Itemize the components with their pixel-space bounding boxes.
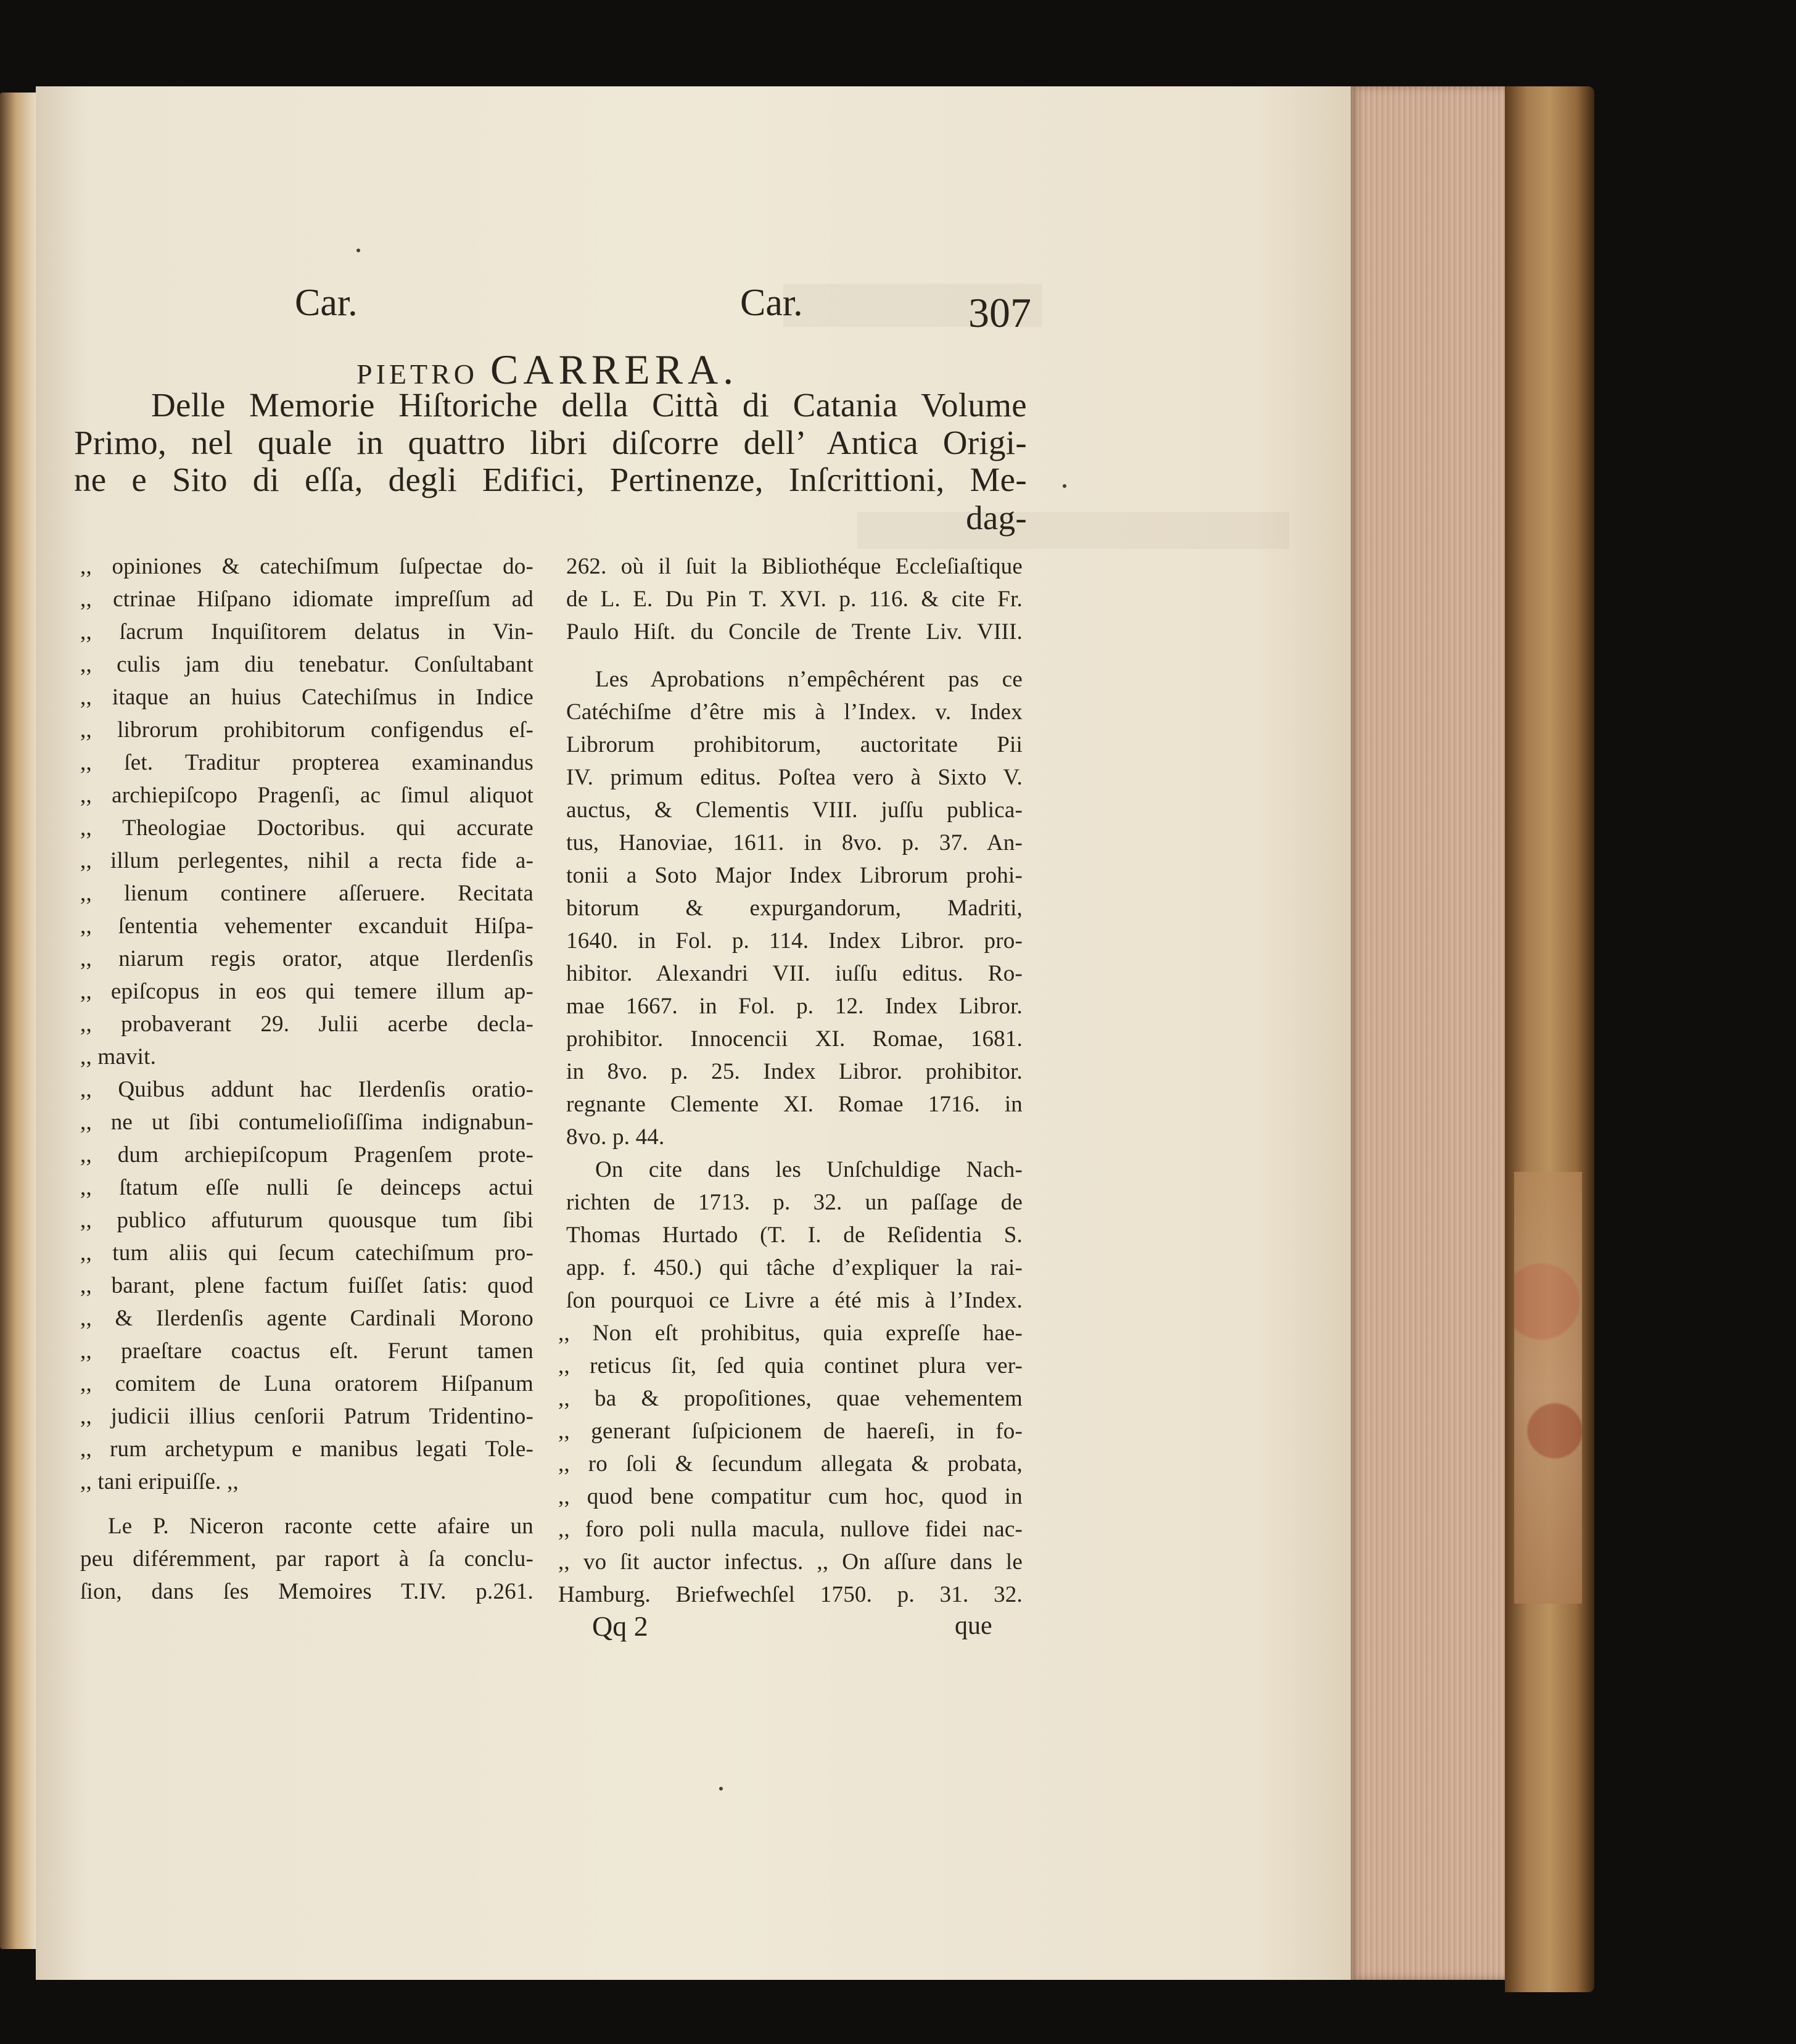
text-line: ,, rum archetypum e manibus legati Tole- (80, 1436, 533, 1462)
text-line: ,, Theologiae Doctoribus. qui accurate (80, 815, 533, 841)
ink-speck (356, 249, 360, 252)
text-line: ſon pourquoi ce Livre a été mis à l’Index. (566, 1288, 1023, 1313)
text-line: 1640. in Fol. p. 114. Index Libror. pro- (566, 928, 1023, 954)
text-line: 8vo. p. 44. (566, 1124, 665, 1150)
text-line: IV. primum editus. Poſtea vero à Sixto V. (566, 765, 1023, 790)
text-line: ,, & Ilerdenſis agente Cardinali Morono (80, 1306, 533, 1331)
text-line: tus, Hanoviae, 1611. in 8vo. p. 37. An- (566, 830, 1023, 855)
text-line: ,, ſacrum Inquiſitorem delatus in Vin- (80, 619, 533, 645)
text-line: ,, opiniones & catechiſmum ſuſpectae do- (80, 554, 533, 579)
text-line: prohibitor. Innocencii XI. Romae, 1681. (566, 1026, 1023, 1052)
text-line: ſion, dans ſes Memoires T.IV. p.261. (80, 1579, 533, 1604)
text-line: Paulo Hiſt. du Concile de Trente Liv. VIII. (566, 619, 1023, 645)
text-line: hibitor. Alexandri VII. iuſſu editus. Ro- (566, 961, 1023, 986)
author-surname: CARRERA. (490, 346, 739, 393)
text-line: tonii a Soto Major Index Librorum prohi- (566, 863, 1023, 888)
ink-speck (719, 1787, 723, 1791)
text-line: ,, Non eſt prohibitus, quia expreſſe hae- (558, 1321, 1023, 1346)
text-line: ,, praeſtare coactus eſt. Ferunt tamen (80, 1338, 533, 1364)
text-line: ,, illum perlegentes, nihil a recta fide a- (80, 848, 533, 873)
text-line: ,, archiepiſcopo Pragenſi, ac ſimul aliquot (80, 783, 533, 808)
text-line: ,, judicii illius cenſorii Patrum Tridentino- (80, 1404, 533, 1429)
running-head-center: Car. (740, 282, 803, 324)
text-line: ,, Quibus addunt hac Ilerdenſis oratio- (80, 1077, 533, 1102)
text-line: ,, tum aliis qui ſecum catechiſmum pro- (80, 1240, 533, 1266)
text-line: ,, itaque an huius Catechiſmus in Indice (80, 685, 533, 710)
text-line: richten de 1713. p. 32. un paſſage de (566, 1190, 1023, 1215)
text-line: ,, probaverant 29. Julii acerbe decla- (80, 1012, 533, 1037)
text-line: Librorum prohibitorum, auctoritate Pii (566, 732, 1023, 757)
ink-speck (1063, 484, 1066, 488)
text-line: ,, vo ſit auctor infectus. ,, On aſſure dans le (558, 1549, 1023, 1575)
text-line: bitorum & expurgandorum, Madriti, (566, 896, 1023, 921)
text-line: ,, foro poli nulla macula, nullove fidei nac- (558, 1517, 1023, 1542)
text-line: ,, ctrinae Hiſpano idiomate impreſſum ad (80, 587, 533, 612)
running-head-left: Car. (295, 282, 358, 324)
title-line: Delle Memorie Hiſtoriche della Città di Catania Volume (151, 386, 1027, 424)
text-line: ,, ne ut ſibi contumelioſiſſima indignabun- (80, 1110, 533, 1135)
text-line: ,, ſet. Traditur propterea examinandus (80, 750, 533, 775)
text-line: ,, lienum continere aſſeruere. Recitata (80, 881, 533, 906)
text-line: mae 1667. in Fol. p. 12. Index Libror. (566, 994, 1023, 1019)
text-line: On cite dans les Unſchuldige Nach- (595, 1157, 1023, 1182)
text-line: ,, ſententia vehementer excanduit Hiſpa- (80, 913, 533, 939)
text-line: ,, epiſcopus in eos qui temere illum ap- (80, 979, 533, 1004)
text-line: ,, publico affuturum quousque tum ſibi (80, 1208, 533, 1233)
text-line: Le P. Niceron raconte cette afaire un (108, 1514, 533, 1539)
catchword: que (955, 1612, 992, 1640)
text-line: regnante Clemente XI. Romae 1716. in (566, 1092, 1023, 1117)
text-line: ,, niarum regis orator, atque Ilerdenſis (80, 946, 533, 971)
text-line: ,, dum archiepiſcopum Pragenſem prote- (80, 1142, 533, 1168)
text-line: ,, mavit. (80, 1044, 157, 1069)
text-line: Hamburg. Briefwechſel 1750. p. 31. 32. (558, 1582, 1023, 1607)
text-line: ,, ro ſoli & ſecundum allegata & probata, (558, 1451, 1023, 1477)
text-line: de L. E. Du Pin T. XVI. p. 116. & cite Fr. (566, 587, 1023, 612)
leather-cover (1505, 86, 1594, 1992)
text-line: Thomas Hurtado (T. I. de Reſidentia S. (566, 1222, 1023, 1248)
title-line: ne e Sito di eſſa, degli Edifici, Pertinenze, Inſcrittioni, Me- (74, 461, 1027, 498)
text-line: ,, librorum prohibitorum configendus eſ- (80, 717, 533, 743)
text-line: ,, tani eripuiſſe. ,, (80, 1469, 239, 1494)
text-line: in 8vo. p. 25. Index Libror. prohibitor. (566, 1059, 1023, 1084)
cover-marbling (1514, 1172, 1582, 1604)
text-line: Les Aprobations n’empêchérent pas ce (595, 667, 1023, 692)
text-line: ,, culis jam diu tenebatur. Conſultabant (80, 652, 533, 677)
author-first-name: PIETRO (356, 358, 478, 390)
text-line: ,, reticus ſit, ſed quia continet plura ver- (558, 1353, 1023, 1378)
title-line: dag- (966, 499, 1027, 537)
text-line: app. f. 450.) qui tâche d’expliquer la rai- (566, 1255, 1023, 1280)
text-line: auctus, & Clementis VIII. juſſu publica- (566, 797, 1023, 823)
text-line: peu diféremment, par raport à ſa conclu- (80, 1546, 533, 1572)
text-line: ,, comitem de Luna oratorem Hiſpanum (80, 1371, 533, 1396)
title-line: Primo, nel quale in quattro libri diſcorre dell’ Antica Origi- (74, 424, 1027, 461)
page-number: 307 (968, 289, 1031, 336)
facing-page-edge (0, 93, 36, 1949)
text-line: ,, barant, plene factum fuiſſet ſatis: quod (80, 1273, 533, 1298)
signature-mark: Qq 2 (592, 1610, 648, 1642)
page-block-edges (1351, 86, 1520, 1980)
text-line: ,, generant ſuſpicionem de haereſi, in fo- (558, 1419, 1023, 1444)
text-line: ,, ba & propoſitiones, quae vehementem (558, 1386, 1023, 1411)
text-line: Catéchiſme d’être mis à l’Index. v. Index (566, 699, 1023, 725)
text-line: ,, quod bene compatitur cum hoc, quod in (558, 1484, 1023, 1509)
text-line: 262. où il ſuit la Bibliothéque Eccleſiaſtique (566, 554, 1023, 579)
text-line: ,, ſtatum eſſe nulli ſe deinceps actui (80, 1175, 533, 1200)
